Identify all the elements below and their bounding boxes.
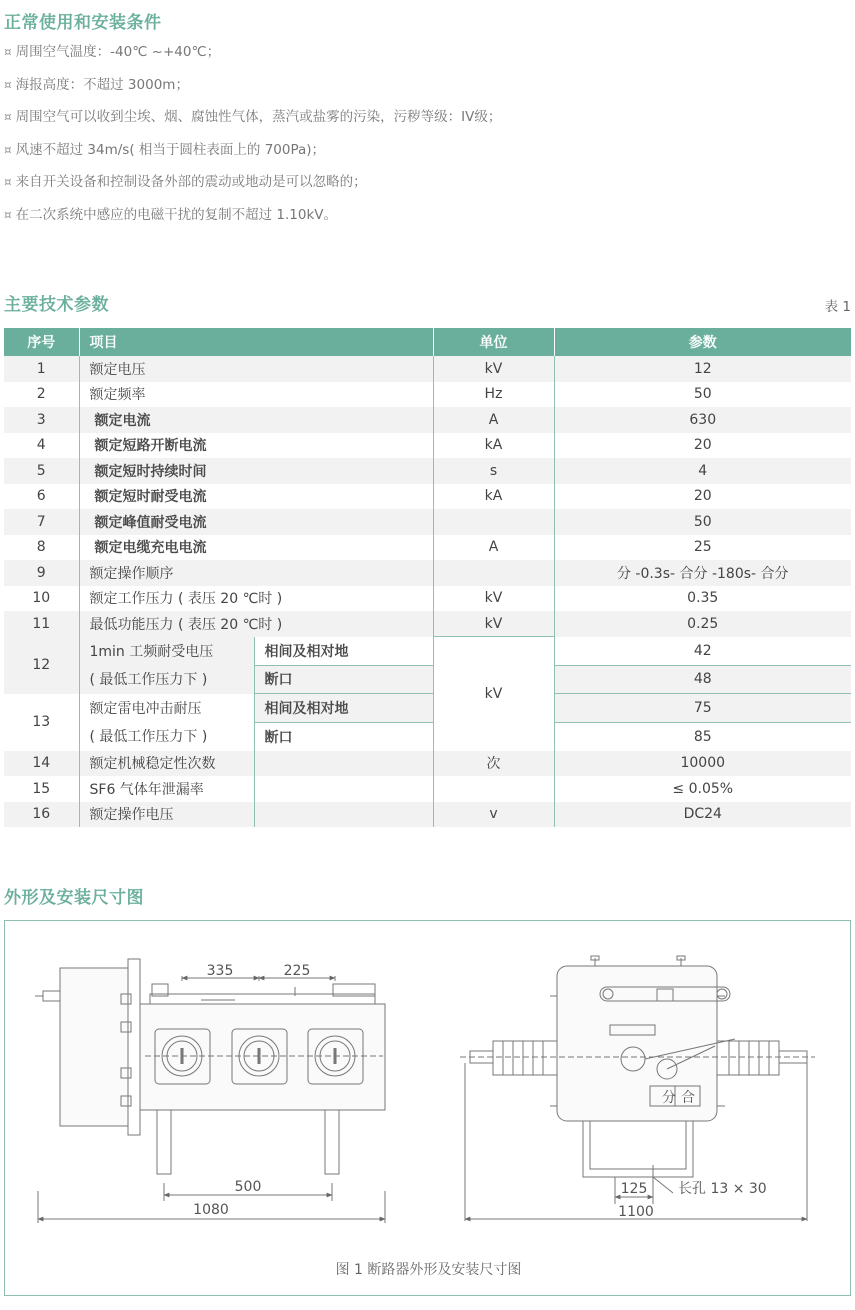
cell-unit: kA: [433, 433, 554, 459]
table-row: [4, 560, 851, 586]
header-item: 项目: [79, 328, 433, 356]
cell-value: 10000: [554, 751, 851, 777]
cell-item: 额定电流: [79, 407, 433, 433]
cell-unit: A: [433, 407, 554, 433]
cell-value: 50: [554, 509, 851, 535]
table-header-row: [4, 328, 851, 356]
condition-item: ¤ 风速不超过 34m/s( 相当于圆柱表面上的 700Pa)；: [4, 141, 326, 158]
dim-pitch2: 225: [283, 963, 311, 979]
cell-unit: kV: [433, 356, 554, 382]
cell-unit: [433, 776, 554, 802]
cell-no: 1: [4, 356, 79, 382]
dim-total-front: 1080: [193, 1202, 229, 1218]
cell-item: 额定短时持续时间: [79, 458, 433, 484]
cell-no: 13: [4, 694, 79, 751]
cell-item: 额定电压: [79, 356, 433, 382]
cell-unit: kV: [433, 611, 554, 637]
cell-unit: v: [433, 802, 554, 828]
cell-item: ( 最低工作压力下 ): [79, 722, 254, 751]
cell-value: DC24: [554, 802, 851, 828]
header-no: 序号: [4, 328, 79, 356]
specs-title: 主要技术参数: [4, 295, 109, 315]
cell-no: 2: [4, 382, 79, 408]
cell-no: 11: [4, 611, 79, 637]
cell-value: 20: [554, 484, 851, 510]
cell-no: 9: [4, 560, 79, 586]
cell-sub-item: 断口: [254, 665, 433, 694]
cell-unit: kA: [433, 484, 554, 510]
cell-unit: [433, 509, 554, 535]
cell-item: 额定短路开断电流: [79, 433, 433, 459]
cell-item: 额定峰值耐受电流: [79, 509, 433, 535]
cell-sub-item: 相间及相对地: [254, 694, 433, 723]
table-row: [4, 586, 851, 612]
cell-item: 额定操作顺序: [79, 560, 433, 586]
condition-item: ¤ 来自开关设备和控制设备外部的震动或地动是可以忽略的；: [4, 174, 367, 190]
cell-no: 8: [4, 535, 79, 561]
cell-item: 额定电缆充电电流: [79, 535, 433, 561]
cell-no: 12: [4, 637, 79, 694]
cell-value: 75: [554, 694, 851, 723]
dim-leg-span: 500: [234, 1179, 262, 1195]
dimension-drawing: [5, 921, 850, 1251]
dim-hole-offset: 125: [620, 1181, 648, 1197]
table-row: [4, 535, 851, 561]
condition-item: ¤ 海报高度：不超过 3000m；: [4, 76, 189, 93]
table-row: [4, 356, 851, 382]
conditions-title: 正常使用和安装条件: [4, 13, 162, 33]
cell-item: 额定频率: [79, 382, 433, 408]
cell-no: 3: [4, 407, 79, 433]
cell-unit: kV: [433, 637, 554, 751]
cell-item: 额定短时耐受电流: [79, 484, 433, 510]
figure-box: [4, 920, 851, 1296]
cell-item: 额定机械稳定性次数: [79, 751, 254, 777]
label-open: 分: [662, 1090, 676, 1106]
cell-item: 额定操作电压: [79, 802, 254, 828]
cell-unit: kV: [433, 586, 554, 612]
cell-sub-item: 断口: [254, 722, 433, 751]
spec-table: [4, 328, 851, 827]
table-row: [4, 776, 851, 802]
header-unit: 单位: [433, 328, 554, 356]
cell-unit: s: [433, 458, 554, 484]
table-row: [4, 802, 851, 828]
table-row: [4, 722, 851, 751]
condition-item: ¤ 在二次系统中感应的电磁干扰的复制不超过 1.10kV。: [4, 206, 338, 223]
dim-total-side: 1100: [618, 1204, 654, 1220]
cell-no: 15: [4, 776, 79, 802]
cell-value: 50: [554, 382, 851, 408]
table-row: [4, 694, 851, 723]
cell-sub-item: 相间及相对地: [254, 637, 433, 666]
dim-pitch1: 335: [206, 963, 234, 979]
figure-title: 外形及安装尺寸图: [4, 888, 144, 908]
cell-value: 0.35: [554, 586, 851, 612]
table-row: [4, 751, 851, 777]
cell-value: 分 -0.3s- 合分 -180s- 合分: [554, 560, 851, 586]
cell-item: 1min 工频耐受电压: [79, 637, 254, 666]
cell-unit: 次: [433, 751, 554, 777]
cell-item: SF6 气体年泄漏率: [79, 776, 254, 802]
cell-no: 7: [4, 509, 79, 535]
cell-value: 48: [554, 665, 851, 694]
table-row: [4, 458, 851, 484]
cell-value: 25: [554, 535, 851, 561]
cell-unit: Hz: [433, 382, 554, 408]
cell-value: 630: [554, 407, 851, 433]
condition-item: ¤ 周围空气温度：-40℃ ~+40℃；: [4, 44, 221, 60]
cell-value: 4: [554, 458, 851, 484]
table-row: [4, 509, 851, 535]
front-view: [35, 959, 385, 1223]
label-close: 合: [681, 1090, 695, 1106]
cell-item: 额定雷电冲击耐压: [79, 694, 254, 723]
cell-unit: [433, 560, 554, 586]
header-value: 参数: [554, 328, 851, 356]
cell-no: 5: [4, 458, 79, 484]
cell-no: 6: [4, 484, 79, 510]
cell-no: 14: [4, 751, 79, 777]
table-row: [4, 637, 851, 666]
cell-value: 12: [554, 356, 851, 382]
table-row: [4, 382, 851, 408]
table-row: [4, 407, 851, 433]
cell-value: 42: [554, 637, 851, 666]
cell-value: 85: [554, 722, 851, 751]
cell-item: 最低功能压力 ( 表压 20 ℃时 ): [79, 611, 433, 637]
table-row: [4, 665, 851, 694]
table-row: [4, 611, 851, 637]
figure-caption: 图 1 断路器外形及安装尺寸图: [335, 1262, 522, 1278]
cell-item: 额定工作压力 ( 表压 20 ℃时 ): [79, 586, 433, 612]
table-label: 表 1: [824, 299, 851, 315]
dim-slot: 长孔 13 × 30: [678, 1181, 767, 1197]
table-row: [4, 433, 851, 459]
table-row: [4, 484, 851, 510]
cell-value: 0.25: [554, 611, 851, 637]
condition-item: ¤ 周围空气可以收到尘埃、烟、腐蚀性气体，蒸汽或盐雾的污染，污秽等级：IV级；: [4, 109, 502, 125]
cell-no: 4: [4, 433, 79, 459]
cell-item: ( 最低工作压力下 ): [79, 665, 254, 694]
cell-no: 16: [4, 802, 79, 828]
cell-unit: A: [433, 535, 554, 561]
cell-value: 20: [554, 433, 851, 459]
cell-value: ≤ 0.05%: [554, 776, 851, 802]
conditions-list: [4, 36, 849, 231]
cell-no: 10: [4, 586, 79, 612]
